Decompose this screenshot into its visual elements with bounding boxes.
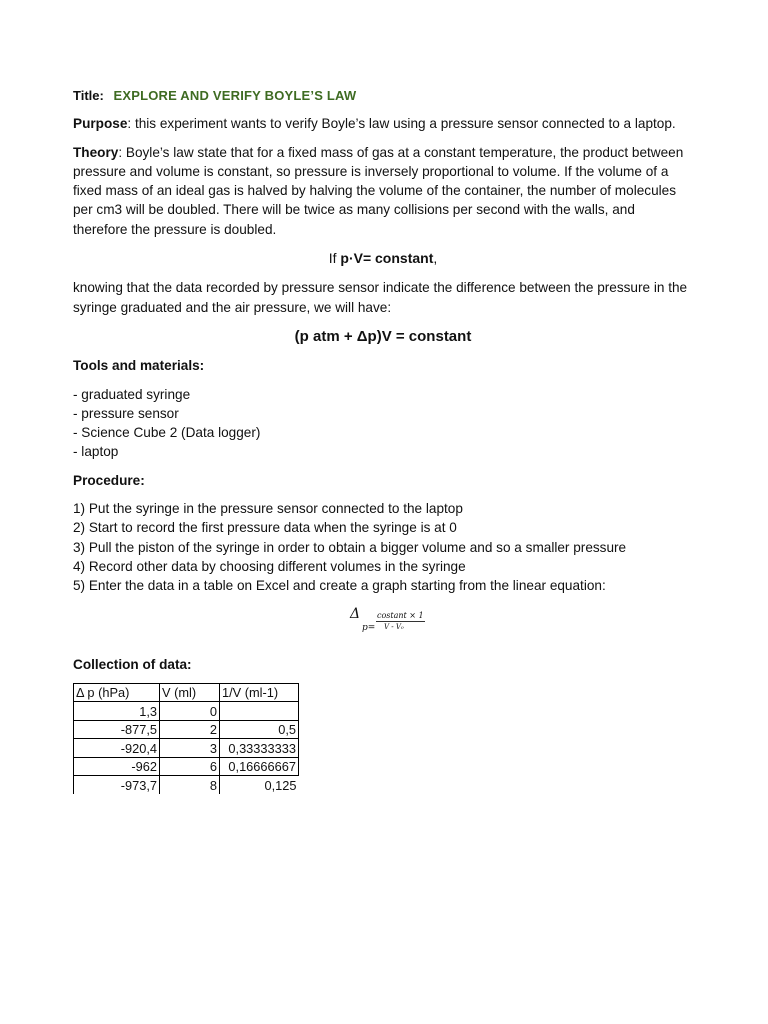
list-item: - Science Cube 2 (Data logger) <box>73 425 261 441</box>
procedure-heading: Procedure: <box>73 472 145 488</box>
title-line <box>73 86 693 105</box>
table-cell: 0 <box>160 702 220 721</box>
table-row <box>74 757 299 776</box>
table-row <box>74 739 299 758</box>
table-cell: 0,125 <box>264 777 297 793</box>
purpose-label: Purpose <box>73 116 128 132</box>
procedure-step: 2) Start to record the first pressure data when the syringe is at 0 <box>73 520 457 536</box>
table-cell <box>220 702 299 721</box>
equation1-prefix: If <box>328 250 341 267</box>
table-cell: 6 <box>160 757 220 776</box>
data-table <box>73 683 299 794</box>
formula-p-equals: p= <box>362 622 376 633</box>
document-page <box>73 86 693 794</box>
table-cell: 0,33333333 <box>220 739 299 758</box>
table-cell: -920,4 <box>74 739 160 758</box>
tools-heading: Tools and materials: <box>73 358 205 374</box>
equation-pv-constant <box>73 249 693 268</box>
formula-numerator: costant × 1 <box>377 610 424 620</box>
procedure-step: 5) Enter the data in a table on Excel and create a graph starting from the linear equation: <box>73 578 606 594</box>
tools-list <box>73 385 693 462</box>
table-cell: 1,3 <box>74 702 160 721</box>
collection-heading: Collection of data: <box>73 656 192 672</box>
table-row <box>74 776 299 794</box>
list-item: - pressure sensor <box>73 405 179 421</box>
table-cell: 2 <box>160 720 220 739</box>
table-cell: 8 <box>160 776 220 794</box>
list-item: - graduated syringe <box>73 386 191 402</box>
procedure-list <box>73 499 693 595</box>
list-item: - laptop <box>73 444 119 460</box>
table-cell: -973,7 <box>74 776 160 794</box>
linear-equation-formula <box>73 605 693 655</box>
formula-denominator: V - V₀ <box>384 622 404 631</box>
equation-patm: (p atm + Δp)V = constant <box>294 327 472 345</box>
table-header-row <box>74 683 299 702</box>
header-volume: V (ml) <box>160 683 220 702</box>
table-cell: 3 <box>160 739 220 758</box>
theory-text: : Boyle’s law state that for a fixed mass of gas at a constant temperature, the product between pressure and volume is constant, so pressure is inversely proportional to volume. If the volume of a fixed mass of an ideal gas is halved by halving the volume of the container, the number of molecules per cm3 will be doubled. There will be twice as many collisions per second with the walls, and therefore the pressure is doubled. <box>73 144 684 237</box>
table-cell: -962 <box>74 757 160 776</box>
equation1-suffix: , <box>433 250 438 267</box>
purpose-text: : this experiment wants to verify Boyle’s law using a pressure sensor connected to a laptop. <box>127 116 676 132</box>
table-row <box>74 702 299 721</box>
purpose-paragraph <box>73 114 693 133</box>
table-cell: -877,5 <box>74 720 160 739</box>
formula-delta: Δ <box>350 605 361 622</box>
table-cell: 0,16666667 <box>220 757 299 776</box>
procedure-step: 3) Pull the piston of the syringe in order to obtain a bigger volume and so a smaller pressure <box>73 539 627 555</box>
document-title: EXPLORE AND VERIFY BOYLE’S LAW <box>113 88 357 103</box>
title-label: Title: <box>73 88 104 103</box>
header-delta-p: Δ p (hPa) <box>74 683 160 702</box>
equation1-bold: p·V= constant <box>340 250 434 267</box>
theory-label: Theory <box>73 144 119 160</box>
table-cell: 0,5 <box>220 720 299 739</box>
procedure-step: 4) Record other data by choosing different volumes in the syringe <box>73 558 466 574</box>
procedure-step: 1) Put the syringe in the pressure sensor connected to the laptop <box>73 501 463 517</box>
header-inverse-volume: 1/V (ml-1) <box>220 683 299 702</box>
knowing-paragraph: knowing that the data recorded by pressure sensor indicate the difference between the pressure in the syringe graduated and the air pressure, we will have: <box>73 280 688 315</box>
theory-paragraph <box>73 143 693 239</box>
table-row <box>74 720 299 739</box>
